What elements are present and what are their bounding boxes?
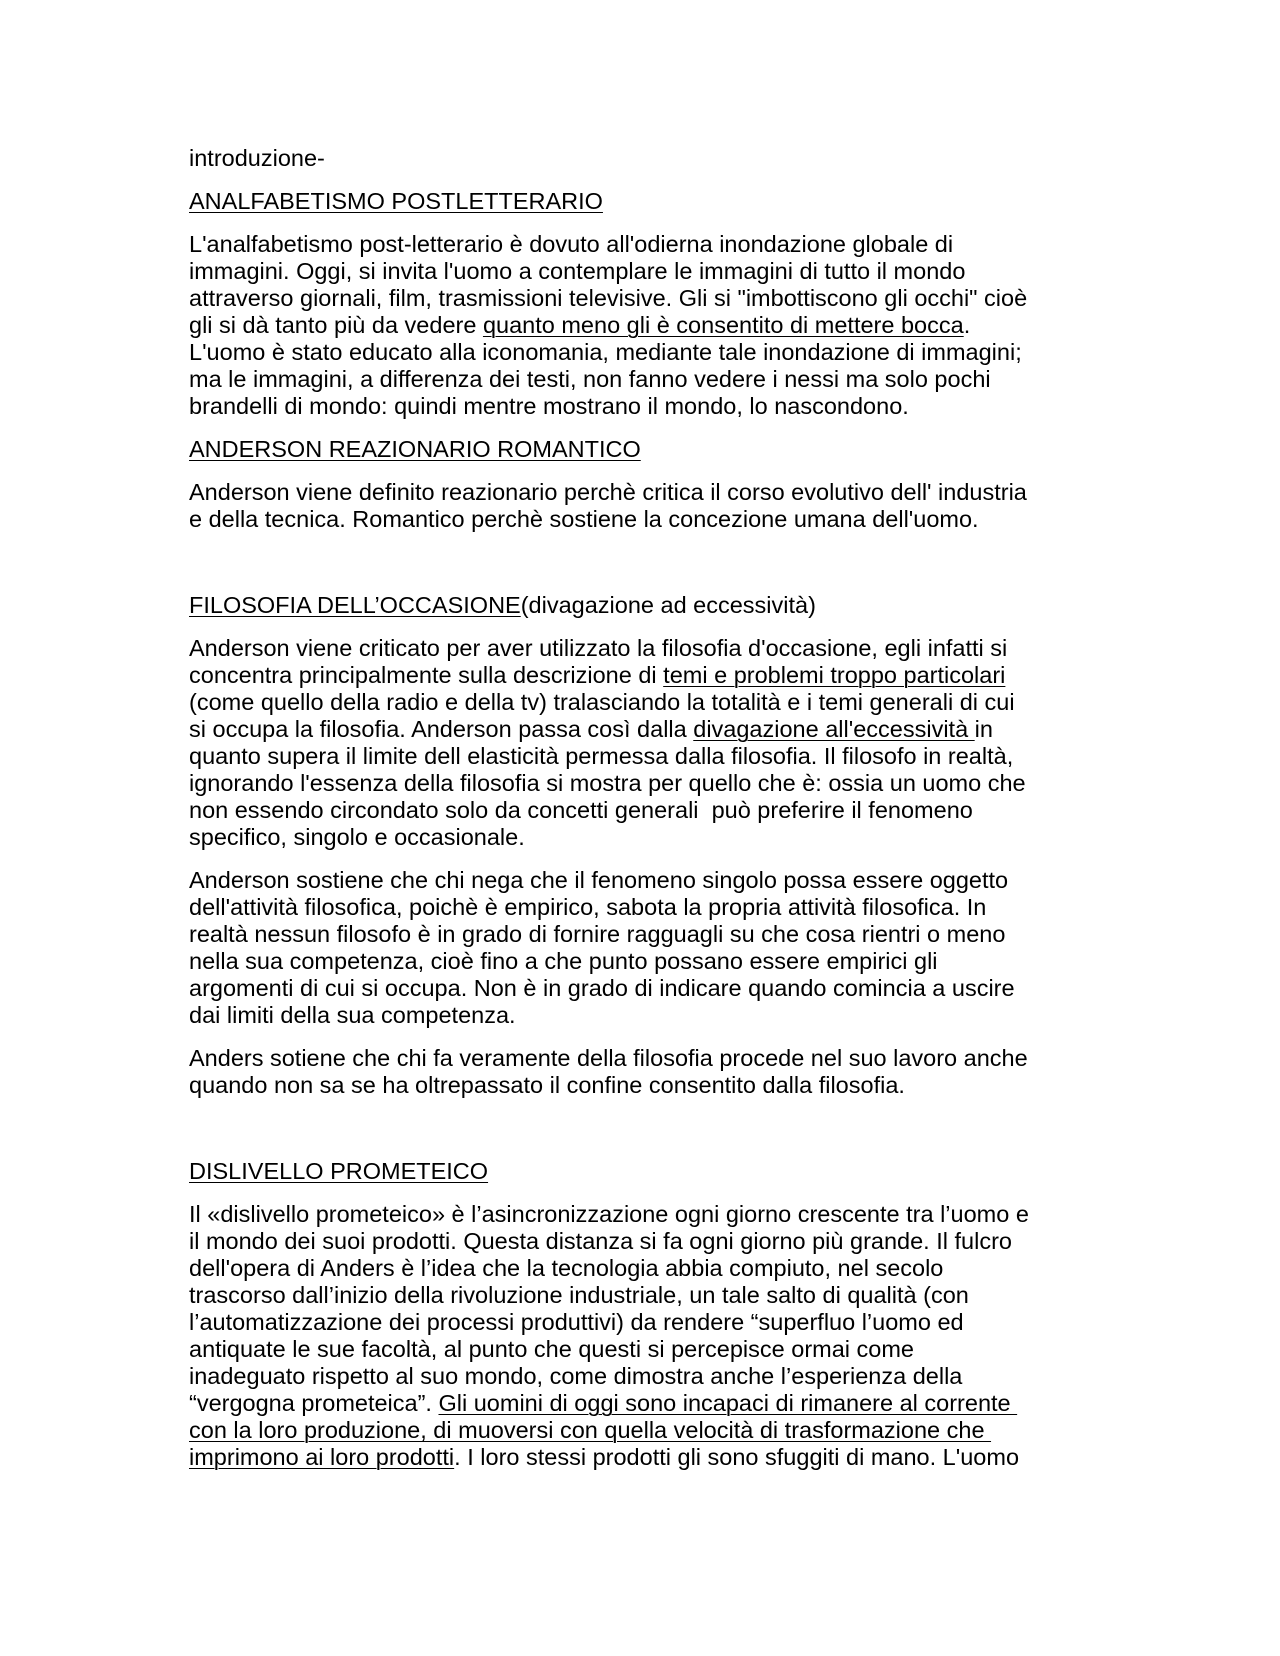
text-run: in: [974, 716, 993, 742]
text-line: ma le immagini, a differenza dei testi, non fanno vedere i nessi ma solo pochi: [189, 366, 991, 392]
text-line: [189, 312, 1099, 339]
text-line: inadeguato rispetto al suo mondo, come dimostra anche l’esperienza della: [189, 1363, 963, 1389]
text-run: si occupa la filosofia. Anderson passa così dalla: [189, 716, 694, 742]
text-line: nella sua competenza, cioè fino a che punto possano essere empirici gli: [189, 948, 938, 974]
text-line: L'analfabetismo post-letterario è dovuto all'odierna inondazione globale di: [189, 231, 954, 257]
section-heading-anderson-reazionario: [189, 436, 1099, 463]
text-line: dai limiti della sua competenza.: [189, 1002, 516, 1028]
text-line: [189, 716, 1099, 743]
underlined-text: con la loro produzione, di muoversi con quella velocità di trasformazione che: [189, 1417, 992, 1443]
section-heading-filosofia-occasione: [189, 592, 1099, 619]
text-line: [189, 662, 1099, 689]
text-line: l’automatizzazione dei processi produttivi) da rendere “superfluo l’uomo ed: [189, 1309, 964, 1335]
text-line: brandelli di mondo: quindi mentre mostrano il mondo, lo nascondono.: [189, 393, 909, 419]
paragraph-filosofia-3: [189, 1045, 1099, 1099]
section-heading-dislivello-prometeico: [189, 1158, 1099, 1185]
text-line: Anderson sostiene che chi nega che il fenomeno singolo possa essere oggetto: [189, 867, 1009, 893]
heading-text: DISLIVELLO PROMETEICO: [189, 1158, 489, 1184]
text-run: concentra principalmente sulla descrizione di: [189, 662, 664, 688]
underlined-text: imprimono ai loro prodotti: [189, 1444, 455, 1470]
text-line: L'uomo è stato educato alla iconomania, mediante tale inondazione di immagini;: [189, 339, 1022, 365]
section-heading-analfabetismo: [189, 188, 1099, 215]
text-line: e della tecnica. Romantico perchè sostiene la concezione umana dell'uomo.: [189, 506, 979, 532]
paragraph-anderson-reazionario: [189, 479, 1099, 533]
text-line: ignorando l'essenza della filosofia si mostra per quello che è: ossia un uomo che: [189, 770, 1026, 796]
text-line: (come quello della radio e della tv) tralasciando la totalità e i temi generali di cui: [189, 689, 1015, 715]
text-run: “vergogna prometeica”.: [189, 1390, 439, 1416]
text-line: Anderson viene criticato per aver utilizzato la filosofia d'occasione, egli infatti si: [189, 635, 1008, 661]
text-line: argomenti di cui si occupa. Non è in grado di indicare quando comincia a uscire: [189, 975, 1015, 1001]
text-line: realtà nessun filosofo è in grado di fornire ragguagli su che cosa rientri o meno: [189, 921, 1006, 947]
text-line: quanto supera il limite dell elasticità permessa dalla filosofia. Il filosofo in realtà,: [189, 743, 1014, 769]
paragraph-analfabetismo: [189, 231, 1099, 420]
heading-text: ANALFABETISMO POSTLETTERARIO: [189, 188, 603, 214]
text-line: quando non sa se ha oltrepassato il confine consentito dalla filosofia.: [189, 1072, 905, 1098]
text-line: antiquate le sue facoltà, al punto che questi si percepisce ormai come: [189, 1336, 915, 1362]
text-line: [189, 1444, 1099, 1471]
document-page: [189, 145, 1099, 1471]
text-line: il mondo dei suoi prodotti. Questa distanza si fa ogni giorno più grande. Il fulcro: [189, 1228, 1012, 1254]
text-line: specifico, singolo e occasionale.: [189, 824, 525, 850]
text-line: dell'attività filosofica, poichè è empirico, sabota la propria attività filosofica. In: [189, 894, 987, 920]
text-line: Anders sotiene che chi fa veramente della filosofia procede nel suo lavoro anche: [189, 1045, 1028, 1071]
underlined-text: temi e problemi troppo particolari: [663, 662, 1006, 688]
text-line: non essendo circondato solo da concetti generali può preferire il fenomeno: [189, 797, 973, 823]
text-line: dell'opera di Anders è l’idea che la tecnologia abbia compiuto, nel secolo: [189, 1255, 944, 1281]
text-line: immagini. Oggi, si invita l'uomo a contemplare le immagini di tutto il mondo: [189, 258, 966, 284]
text-line: Il «dislivello prometeico» è l’asincronizzazione ogni giorno crescente tra l’uomo e: [189, 1201, 1029, 1227]
heading-suffix: (divagazione ad eccessività): [520, 592, 816, 618]
paragraph-filosofia-2: [189, 867, 1099, 1029]
text-run: . I loro stessi prodotti gli sono sfuggiti di mano. L'uomo: [454, 1444, 1020, 1470]
text-run: .: [963, 312, 971, 338]
heading-text: FILOSOFIA DELL’OCCASIONE: [189, 592, 521, 618]
intro-label: introduzione-: [189, 145, 325, 171]
text-line: trascorso dall’inizio della rivoluzione industriale, un tale salto di qualità (con: [189, 1282, 969, 1308]
text-line: attraverso giornali, film, trasmissioni televisive. Gli si "imbottiscono gli occhi" cioè: [189, 285, 1028, 311]
paragraph-filosofia-1: [189, 635, 1099, 851]
underlined-text: Gli uomini di oggi sono incapaci di rimanere al corrente: [438, 1390, 1018, 1416]
text-line: [189, 1390, 1099, 1417]
text-line: [189, 1417, 1099, 1444]
underlined-text: quanto meno gli è consentito di mettere bocca: [482, 312, 964, 338]
heading-text: ANDERSON REAZIONARIO ROMANTICO: [189, 436, 641, 462]
text-run: gli si dà tanto più da vedere: [189, 312, 483, 338]
underlined-text: divagazione all'eccessività: [693, 716, 975, 742]
paragraph-dislivello: [189, 1201, 1099, 1471]
text-line: Anderson viene definito reazionario perchè critica il corso evolutivo dell' industria: [189, 479, 1027, 505]
